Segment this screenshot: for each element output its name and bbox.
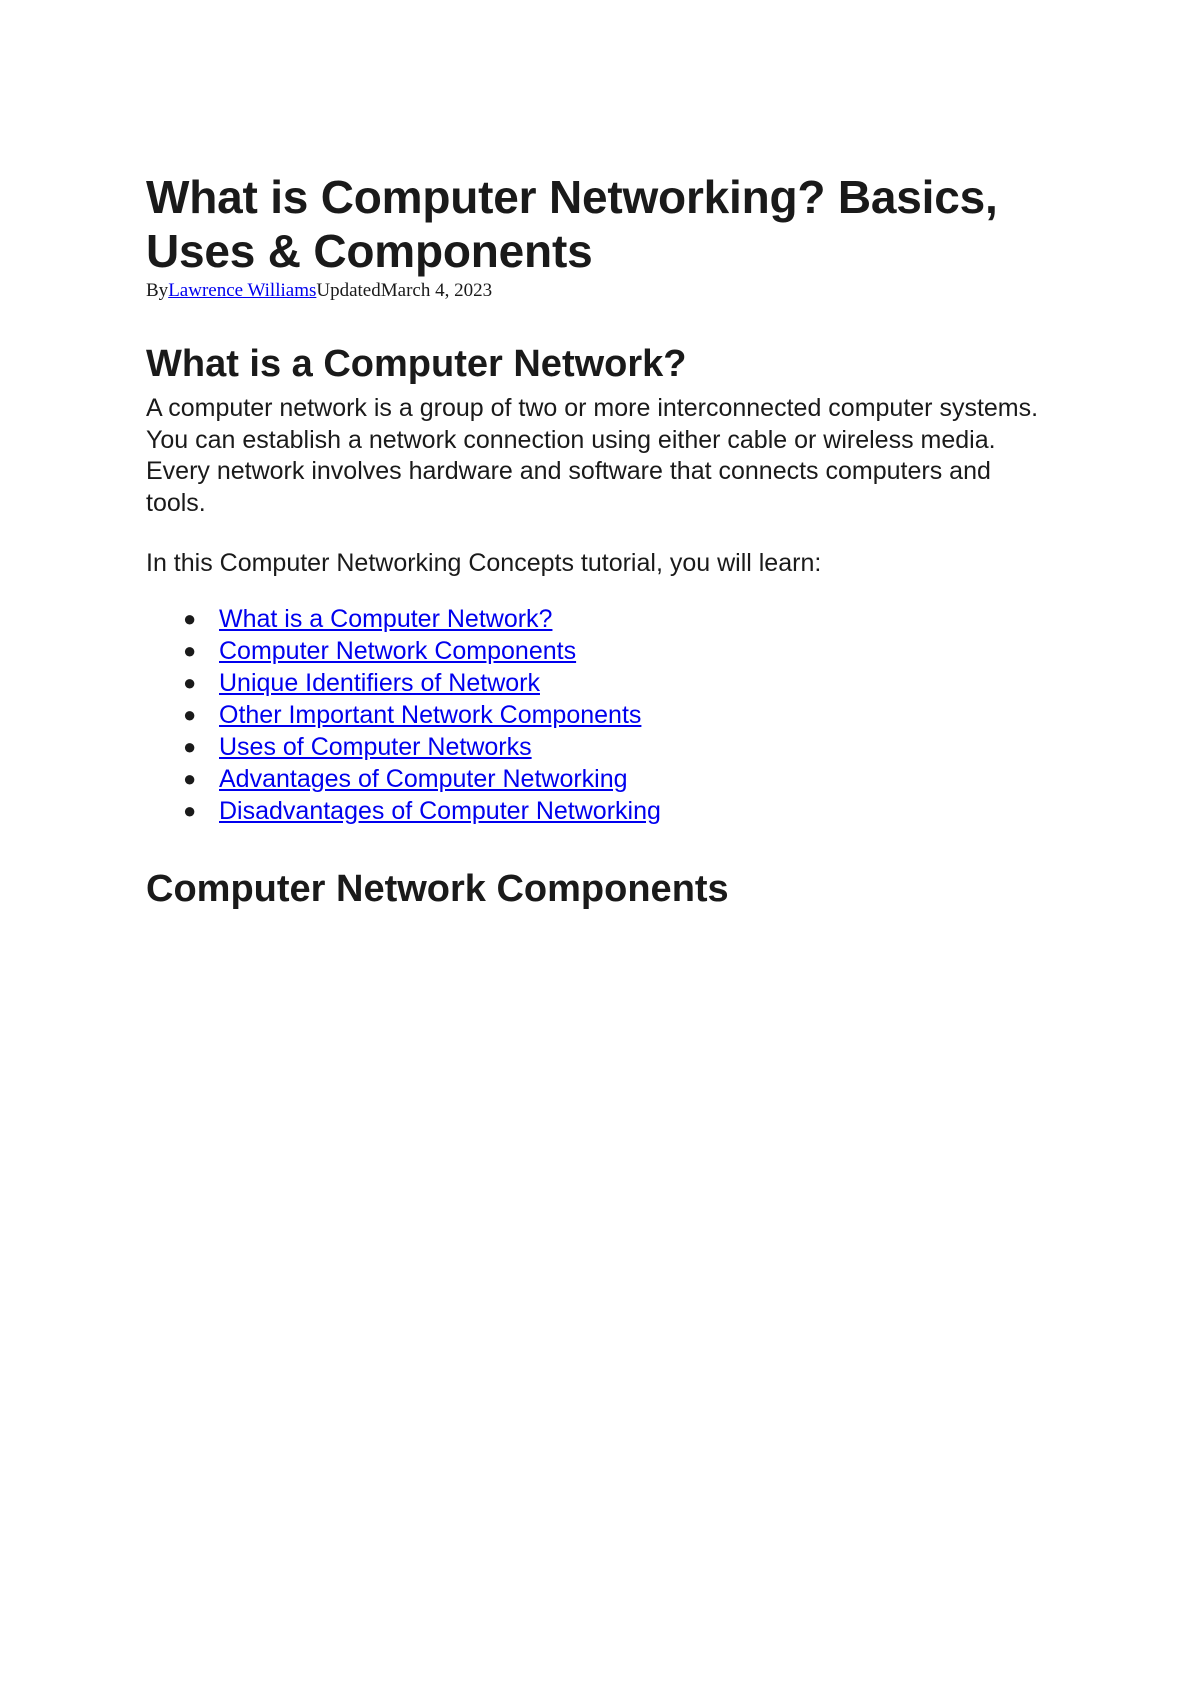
bullet-icon: ● (183, 637, 197, 663)
toc-link-network-components[interactable]: Computer Network Components (219, 636, 577, 665)
byline (146, 280, 1046, 302)
toc-link-uses[interactable]: Uses of Computer Networks (219, 732, 532, 761)
toc-item (183, 699, 1046, 731)
section-heading-what-is-network: What is a Computer Network? (146, 343, 687, 385)
intro-paragraph: A computer network is a group of two or more interconnected computer systems. You can establish a network connection using either cable or wireless media. (146, 394, 1039, 454)
toc-item (183, 667, 1046, 699)
bullet-icon: ● (183, 765, 197, 791)
toc-link-what-is-network[interactable]: What is a Computer Network? (219, 604, 553, 633)
hardware-paragraph: Every network involves hardware and software that connects computers and tools. (146, 457, 991, 517)
bullet-icon: ● (183, 701, 197, 727)
article (146, 170, 1046, 911)
updated-date: March 4, 2023 (380, 280, 493, 301)
toc-item (183, 635, 1046, 667)
toc-link-advantages[interactable]: Advantages of Computer Networking (219, 764, 628, 793)
toc-link-other-components[interactable]: Other Important Network Components (219, 700, 642, 729)
article-title: What is Computer Networking? Basics, Uses & Components (146, 171, 998, 277)
toc-link-disadvantages[interactable]: Disadvantages of Computer Networking (219, 796, 661, 825)
bullet-icon: ● (183, 669, 197, 695)
toc-item (183, 763, 1046, 795)
section-heading-network-components: Computer Network Components (146, 867, 729, 910)
tutorial-intro-paragraph: In this Computer Networking Concepts tutorial, you will learn: (146, 549, 822, 577)
bullet-icon: ● (183, 797, 197, 823)
toc-link-unique-identifiers[interactable]: Unique Identifiers of Network (219, 668, 540, 697)
by-label: By (146, 280, 169, 301)
toc-item (183, 731, 1046, 763)
updated-label: Updated (316, 280, 381, 301)
bullet-icon: ● (183, 733, 197, 759)
table-of-contents (146, 603, 1046, 827)
bullet-icon: ● (183, 605, 197, 631)
author-link[interactable]: Lawrence Williams (168, 280, 317, 301)
toc-item (183, 603, 1046, 635)
toc-item (183, 795, 1046, 827)
